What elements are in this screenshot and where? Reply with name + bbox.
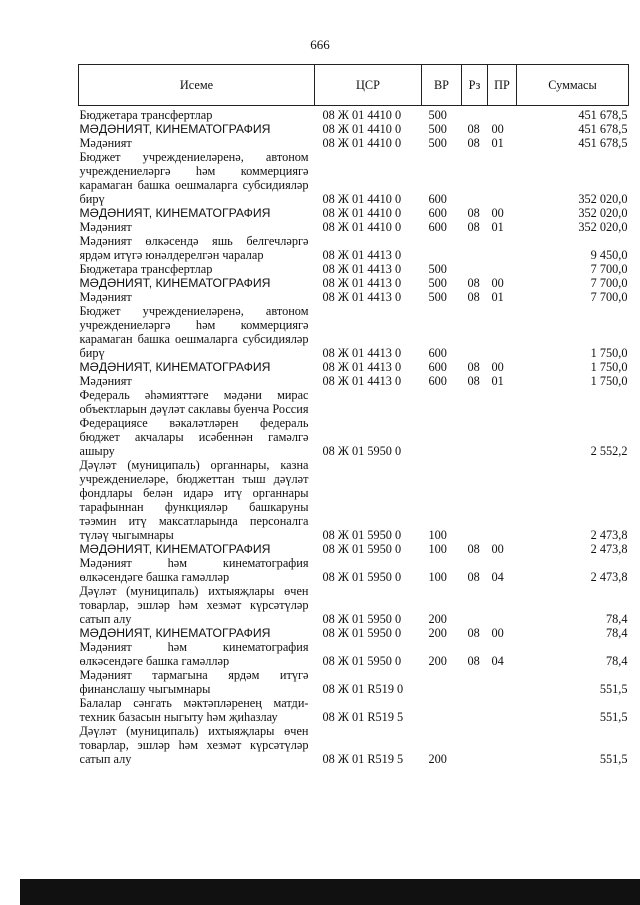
row-rz (462, 234, 488, 262)
row-sum: 352 020,0 (578, 192, 628, 206)
row-csr: 08 Ж 01 4413 0 (322, 360, 402, 374)
row-pr: 00 (491, 360, 504, 374)
row-name: Дәүләт (муниципаль) ихтыяҗлары өчен товарлар, эшләр һәм хезмәт күрсәтүләр сатып алу (79, 584, 309, 626)
row-pr (488, 696, 517, 724)
row-name: МӘДӘНИЯТ, КИНЕМАТОГРАФИЯ (79, 626, 271, 640)
table-row (79, 668, 629, 696)
row-sum: 451 678,5 (578, 122, 628, 136)
row-sum: 551,5 (599, 682, 628, 696)
row-vr: 100 (428, 542, 447, 556)
row-csr: 08 Ж 01 4413 0 (322, 276, 402, 290)
table-row (79, 122, 629, 136)
table-row (79, 290, 629, 304)
row-sum: 451 678,5 (578, 136, 628, 150)
row-pr: 00 (491, 276, 504, 290)
table-row (79, 388, 629, 458)
header-vr: ВР (422, 65, 462, 106)
row-rz: 08 (467, 206, 480, 220)
row-rz: 08 (467, 136, 480, 150)
row-csr: 08 Ж 01 4410 0 (322, 220, 402, 234)
row-csr: 08 Ж 01 4410 0 (322, 136, 402, 150)
row-rz: 08 (467, 626, 480, 640)
row-csr: 08 Ж 01 4413 0 (322, 374, 402, 388)
row-pr: 01 (491, 290, 504, 304)
row-vr: 600 (428, 374, 447, 388)
row-vr: 500 (428, 262, 447, 276)
row-rz (462, 696, 488, 724)
row-rz: 08 (467, 654, 480, 668)
row-sum: 7 700,0 (590, 262, 628, 276)
row-rz: 08 (467, 122, 480, 136)
row-name: МӘДӘНИЯТ, КИНЕМАТОГРАФИЯ (79, 542, 271, 556)
row-name: Балалар сәнгать мәктәпләренең матди-техник базасын ныгыту һәм җиһазлау (79, 696, 309, 724)
table-row (79, 542, 629, 556)
row-rz (462, 724, 488, 766)
row-vr: 100 (428, 528, 447, 542)
row-pr (488, 458, 517, 542)
row-vr: 500 (428, 122, 447, 136)
row-name: Дәүләт (муниципаль) ихтыяҗлары өчен товарлар, эшләр һәм хезмәт күрсәтүләр сатып алу (79, 724, 309, 766)
row-sum: 2 552,2 (590, 444, 628, 458)
header-rz: Рз (462, 65, 488, 106)
row-name: МӘДӘНИЯТ, КИНЕМАТОГРАФИЯ (79, 122, 271, 136)
row-csr: 08 Ж 01 R519 5 (322, 752, 404, 766)
row-rz: 08 (467, 290, 480, 304)
budget-table (78, 64, 629, 766)
row-pr (488, 668, 517, 696)
row-name: Мәдәният өлкәсендә яшь белгечләргә ярдәм итүгә юнәлдерелгән чаралар (79, 234, 309, 262)
row-sum: 2 473,8 (590, 570, 628, 584)
row-vr: 200 (428, 626, 447, 640)
row-csr: 08 Ж 01 5950 0 (322, 528, 402, 542)
row-vr: 200 (428, 654, 447, 668)
row-csr: 08 Ж 01 4410 0 (322, 206, 402, 220)
table-row (79, 262, 629, 276)
row-pr: 01 (491, 374, 504, 388)
row-csr: 08 Ж 01 R519 0 (322, 682, 404, 696)
row-rz: 08 (467, 570, 480, 584)
row-vr: 200 (428, 612, 447, 626)
row-sum: 2 473,8 (590, 542, 628, 556)
row-pr (488, 106, 517, 123)
row-vr: 600 (428, 360, 447, 374)
row-csr: 08 Ж 01 R519 5 (322, 710, 404, 724)
row-rz (462, 150, 488, 206)
row-name: Федераль әһәмияттәге мәдәни мирас объектларын дәүләт саклавы буенча Россия Федерациясе вәкаләтләрен федераль бюджет акчалары исәбеннән гамәлгә ашыру (79, 388, 309, 458)
row-pr: 01 (491, 136, 504, 150)
table-row (79, 696, 629, 724)
row-csr: 08 Ж 01 4413 0 (322, 262, 402, 276)
row-name: Мәдәният тармагына ярдәм итүгә финанслашу чыгымнары (79, 668, 309, 696)
table-row (79, 106, 629, 123)
row-csr: 08 Ж 01 5950 0 (322, 542, 402, 556)
row-rz (462, 262, 488, 276)
table-row (79, 206, 629, 220)
row-name: Мәдәният һәм кинематография өлкәсендәге башка гамәлләр (79, 556, 309, 584)
row-sum: 78,4 (605, 612, 628, 626)
row-vr (422, 696, 462, 724)
row-sum: 1 750,0 (590, 374, 628, 388)
row-name: Мәдәният (79, 290, 132, 304)
row-vr: 500 (428, 276, 447, 290)
row-sum: 352 020,0 (578, 206, 628, 220)
row-csr: 08 Ж 01 5950 0 (322, 654, 402, 668)
row-vr: 200 (428, 752, 447, 766)
row-sum: 1 750,0 (590, 360, 628, 374)
table-row (79, 150, 629, 206)
row-vr: 600 (428, 192, 447, 206)
table-row (79, 724, 629, 766)
table-row (79, 458, 629, 542)
header-pr: ПР (488, 65, 517, 106)
row-sum: 7 700,0 (590, 276, 628, 290)
row-rz (462, 668, 488, 696)
row-name: Мәдәният (79, 220, 132, 234)
row-pr (488, 388, 517, 458)
row-name: МӘДӘНИЯТ, КИНЕМАТОГРАФИЯ (79, 360, 271, 374)
table-header-row (79, 65, 629, 106)
row-csr: 08 Ж 01 4410 0 (322, 122, 402, 136)
row-vr: 500 (428, 108, 447, 122)
row-rz: 08 (467, 360, 480, 374)
row-csr: 08 Ж 01 5950 0 (322, 626, 402, 640)
row-sum: 7 700,0 (590, 290, 628, 304)
row-pr (488, 304, 517, 360)
table-row (79, 220, 629, 234)
table-row (79, 276, 629, 290)
row-rz: 08 (467, 374, 480, 388)
row-vr (422, 234, 462, 262)
row-name: Дәүләт (муниципаль) органнары, казна учреждениеләре, бюджеттан тыш дәүләт фондлары белән идарә итү органнары тарафыннан функцияләр башкаруны тәэмин итү максатларында персоналга түләү чыгымнары (79, 458, 309, 542)
row-rz (462, 584, 488, 626)
row-sum: 451 678,5 (578, 108, 628, 122)
row-pr: 04 (491, 654, 504, 668)
row-vr: 600 (428, 346, 447, 360)
row-name: МӘДӘНИЯТ, КИНЕМАТОГРАФИЯ (79, 206, 271, 220)
row-pr: 01 (491, 220, 504, 234)
row-sum: 78,4 (605, 654, 628, 668)
row-sum: 1 750,0 (590, 346, 628, 360)
row-vr: 600 (428, 220, 447, 234)
table-row (79, 640, 629, 668)
row-pr (488, 262, 517, 276)
row-rz (462, 304, 488, 360)
row-sum: 2 473,8 (590, 528, 628, 542)
row-rz (462, 388, 488, 458)
row-csr: 08 Ж 01 5950 0 (322, 612, 402, 626)
row-csr: 08 Ж 01 4410 0 (322, 108, 402, 122)
row-vr: 500 (428, 136, 447, 150)
row-pr: 00 (491, 542, 504, 556)
row-name: Мәдәният һәм кинематография өлкәсендәге башка гамәлләр (79, 640, 309, 668)
header-csr: ЦСР (315, 65, 422, 106)
row-vr: 600 (428, 206, 447, 220)
table-row (79, 136, 629, 150)
table-row (79, 234, 629, 262)
row-csr: 08 Ж 01 4410 0 (322, 192, 402, 206)
row-vr: 500 (428, 290, 447, 304)
table-row (79, 584, 629, 626)
table-row (79, 556, 629, 584)
row-pr (488, 150, 517, 206)
row-sum: 78,4 (605, 626, 628, 640)
row-sum: 9 450,0 (590, 248, 628, 262)
row-name: Бюджет учреждениеләренә, автоном учреждениеләргә һәм коммерциягә карамаган башка оешмаларга субсидияләр бирү (79, 304, 309, 360)
row-rz: 08 (467, 220, 480, 234)
row-pr: 00 (491, 626, 504, 640)
row-sum: 551,5 (599, 710, 628, 724)
page-number: 666 (310, 37, 330, 52)
row-csr: 08 Ж 01 4413 0 (322, 290, 402, 304)
scan-bottom-edge (20, 879, 640, 905)
row-pr: 00 (491, 122, 504, 136)
table-row (79, 626, 629, 640)
row-pr (488, 724, 517, 766)
row-csr: 08 Ж 01 5950 0 (322, 570, 402, 584)
table-row (79, 304, 629, 360)
row-rz (462, 106, 488, 123)
row-name: Мәдәният (79, 136, 132, 150)
row-sum: 352 020,0 (578, 220, 628, 234)
row-pr (488, 584, 517, 626)
row-vr (422, 388, 462, 458)
row-csr: 08 Ж 01 5950 0 (322, 444, 402, 458)
row-rz: 08 (467, 542, 480, 556)
row-name: Бюджет учреждениеләренә, автоном учреждениеләргә һәм коммерциягә карамаган башка оешмаларга субсидияләр бирү (79, 150, 309, 206)
row-vr (422, 668, 462, 696)
row-csr: 08 Ж 01 4413 0 (322, 346, 402, 360)
row-pr: 04 (491, 570, 504, 584)
header-sum: Суммасы (517, 65, 629, 106)
table-row (79, 360, 629, 374)
row-csr: 08 Ж 01 4413 0 (322, 248, 402, 262)
row-sum: 551,5 (599, 752, 628, 766)
row-name: Бюджетара трансфертлар (79, 262, 213, 276)
row-pr (488, 234, 517, 262)
row-pr: 00 (491, 206, 504, 220)
header-name: Исеме (79, 65, 315, 106)
row-name: МӘДӘНИЯТ, КИНЕМАТОГРАФИЯ (79, 276, 271, 290)
row-name: Мәдәният (79, 374, 132, 388)
row-vr: 100 (428, 570, 447, 584)
row-rz (462, 458, 488, 542)
row-name: Бюджетара трансфертлар (79, 108, 213, 122)
row-rz: 08 (467, 276, 480, 290)
table-row (79, 374, 629, 388)
